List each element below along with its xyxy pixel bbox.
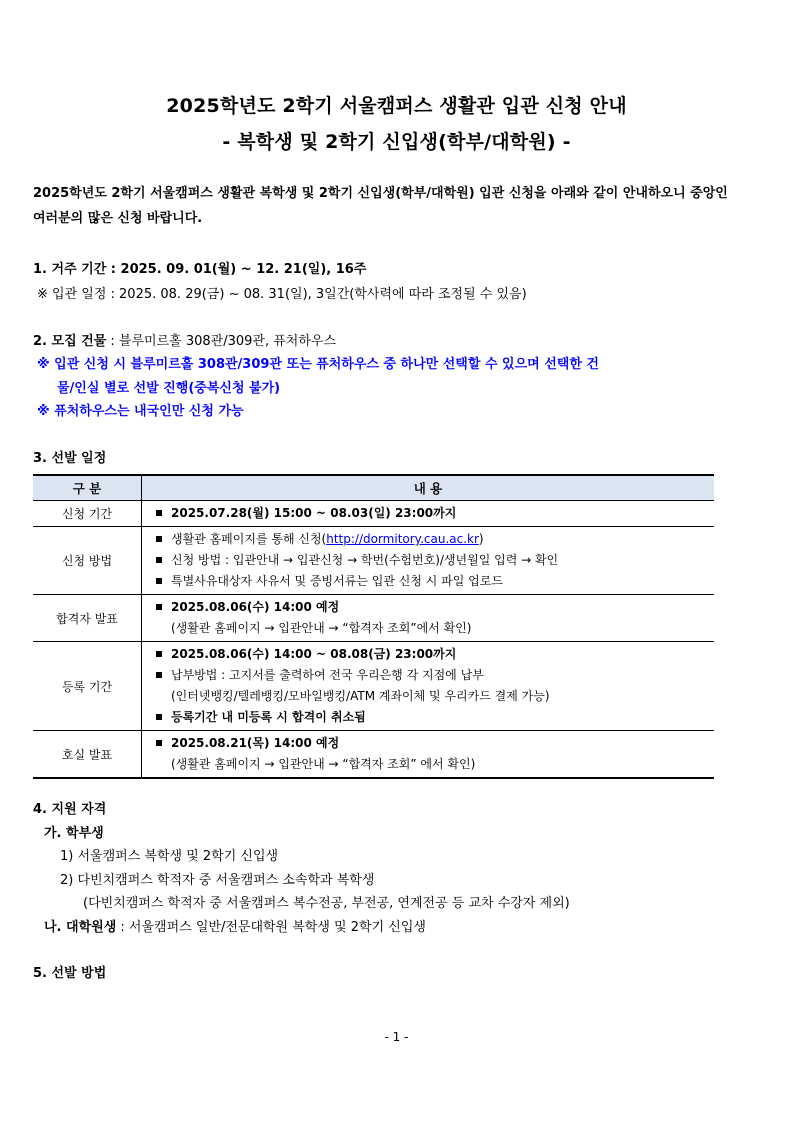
section3-heading: 3. 선발 일정 — [33, 451, 107, 466]
section2-heading-label: 2. 모집 건물 — [33, 334, 107, 349]
schedule-col-content: 내 용 — [142, 475, 715, 501]
schedule-line-text: (인터넷뱅킹/텔레뱅킹/모바일뱅킹/ATM 계좌이체 및 우리카드 결제 가능) — [171, 689, 550, 703]
intro-paragraph: 2025학년도 2학기 서울캠퍼스 생활관 복학생 및 2학기 신입생(학부/대학원) 입관 신청을 아래와 같이 안내하오니 중앙인 여러분의 많은 신청 바랍니다. — [33, 186, 728, 226]
section2-note1-line2: 물/인실 별로 선발 진행(중복신청 불가) — [57, 381, 281, 396]
schedule-line-text: 생활관 홈페이지를 통해 신청( — [171, 532, 327, 546]
schedule-row-label: 신청 기간 — [33, 501, 142, 527]
schedule-line — [142, 618, 714, 639]
schedule-row — [33, 642, 714, 731]
schedule-line-text: 특별사유대상자 사유서 및 증빙서류는 입관 신청 시 파일 업로드 — [171, 574, 503, 588]
schedule-line-text: 2025.08.21(목) 14:00 예정 — [171, 736, 340, 750]
section4-undergrad-item2: 2) 다빈치캠퍼스 학적자 중 서울캠퍼스 소속학과 복학생 — [60, 873, 375, 888]
section2-note1-line1: ※ 입관 신청 시 블루미르홀 308관/309관 또는 퓨처하우스 중 하나만 선택할 수 있으며 선택한 건 — [37, 357, 599, 372]
schedule-table-header — [33, 475, 714, 501]
schedule-row-content — [142, 642, 715, 731]
schedule-row-label: 합격자 발표 — [33, 595, 142, 642]
square-bullet-icon — [156, 651, 162, 657]
schedule-row — [33, 501, 714, 527]
section2-heading — [33, 330, 336, 349]
section4-grad-value: : 서울캠퍼스 일반/전문대학원 복학생 및 2학기 신입생 — [116, 920, 426, 935]
schedule-row — [33, 595, 714, 642]
square-bullet-icon — [156, 557, 162, 563]
schedule-line — [142, 597, 714, 618]
square-bullet-icon — [156, 672, 162, 678]
schedule-line — [142, 550, 714, 571]
page-number: - 1 - — [384, 1030, 409, 1044]
schedule-line — [142, 665, 714, 686]
schedule-line — [142, 754, 714, 775]
square-bullet-icon — [156, 714, 162, 720]
section1-heading: 1. 거주 기간 : 2025. 09. 01(월) ~ 12. 21(일), 16주 — [33, 262, 367, 277]
schedule-row-label: 등록 기간 — [33, 642, 142, 731]
schedule-row-content — [142, 595, 715, 642]
schedule-line-text: 2025.08.06(수) 14:00 예정 — [171, 600, 340, 614]
schedule-line-text: (생활관 홈페이지 → 입관안내 → “합격자 조회”에서 확인) — [171, 621, 472, 635]
section4-heading: 4. 지원 자격 — [33, 802, 107, 817]
schedule-line-text: (생활관 홈페이지 → 입관안내 → “합격자 조회” 에서 확인) — [171, 757, 476, 771]
section4-undergrad-label: 가. 학부생 — [44, 826, 104, 841]
schedule-line — [142, 644, 714, 665]
schedule-line-text: 등록기간 내 미등록 시 합격이 취소됨 — [171, 710, 366, 724]
schedule-line — [142, 686, 714, 707]
schedule-table — [33, 474, 714, 779]
schedule-row-label: 신청 방법 — [33, 527, 142, 595]
section1-note: ※ 입관 일정 : 2025. 08. 29(금) ~ 08. 31(일), 3일간(학사력에 따라 조정될 수 있음) — [37, 287, 527, 302]
schedule-row — [33, 527, 714, 595]
schedule-line — [142, 503, 714, 524]
dormitory-website-link[interactable]: http://dormitory.cau.ac.kr — [326, 532, 479, 546]
schedule-row — [33, 731, 714, 779]
square-bullet-icon — [156, 604, 162, 610]
schedule-row-content — [142, 731, 715, 779]
section2-heading-value: : 블루미르홀 308관/309관, 퓨처하우스 — [106, 334, 337, 349]
section4-undergrad-item1: 1) 서울캠퍼스 복학생 및 2학기 신입생 — [60, 849, 279, 864]
section4-grad-label: 나. 대학원생 — [44, 920, 117, 935]
square-bullet-icon — [156, 510, 162, 516]
document-subtitle: - 복학생 및 2학기 신입생(학부/대학원) - — [222, 131, 571, 153]
schedule-row-label: 호실 발표 — [33, 731, 142, 779]
schedule-line — [142, 707, 714, 728]
schedule-line — [142, 571, 714, 592]
schedule-line — [142, 529, 714, 550]
schedule-line-text: 납부방법 : 고지서를 출력하여 전국 우리은행 각 지점에 납부 — [171, 668, 484, 682]
section5-heading: 5. 선발 방법 — [33, 966, 107, 981]
schedule-line-suffix: ) — [478, 532, 484, 546]
section4-grad — [44, 916, 426, 935]
square-bullet-icon — [156, 536, 162, 542]
section4-undergrad-item2-note: (다빈치캠퍼스 학적자 중 서울캠퍼스 복수전공, 부전공, 연계전공 등 교차 수강자 제외) — [83, 896, 570, 911]
schedule-row-content — [142, 527, 715, 595]
schedule-line-text: 2025.07.28(월) 15:00 ~ 08.03(일) 23:00까지 — [171, 506, 457, 520]
schedule-line — [142, 733, 714, 754]
square-bullet-icon — [156, 578, 162, 584]
square-bullet-icon — [156, 740, 162, 746]
section2-note2: ※ 퓨처하우스는 내국인만 신청 가능 — [37, 404, 244, 419]
schedule-line-text: 2025.08.06(수) 14:00 ~ 08.08(금) 23:00까지 — [171, 647, 457, 661]
schedule-line-text: 신청 방법 : 입관안내 → 입관신청 → 학번(수험번호)/생년월일 입력 → 확인 — [171, 553, 559, 567]
document-title: 2025학년도 2학기 서울캠퍼스 생활관 입관 신청 안내 — [166, 95, 627, 117]
schedule-col-category: 구 분 — [33, 475, 142, 501]
schedule-row-content — [142, 501, 715, 527]
